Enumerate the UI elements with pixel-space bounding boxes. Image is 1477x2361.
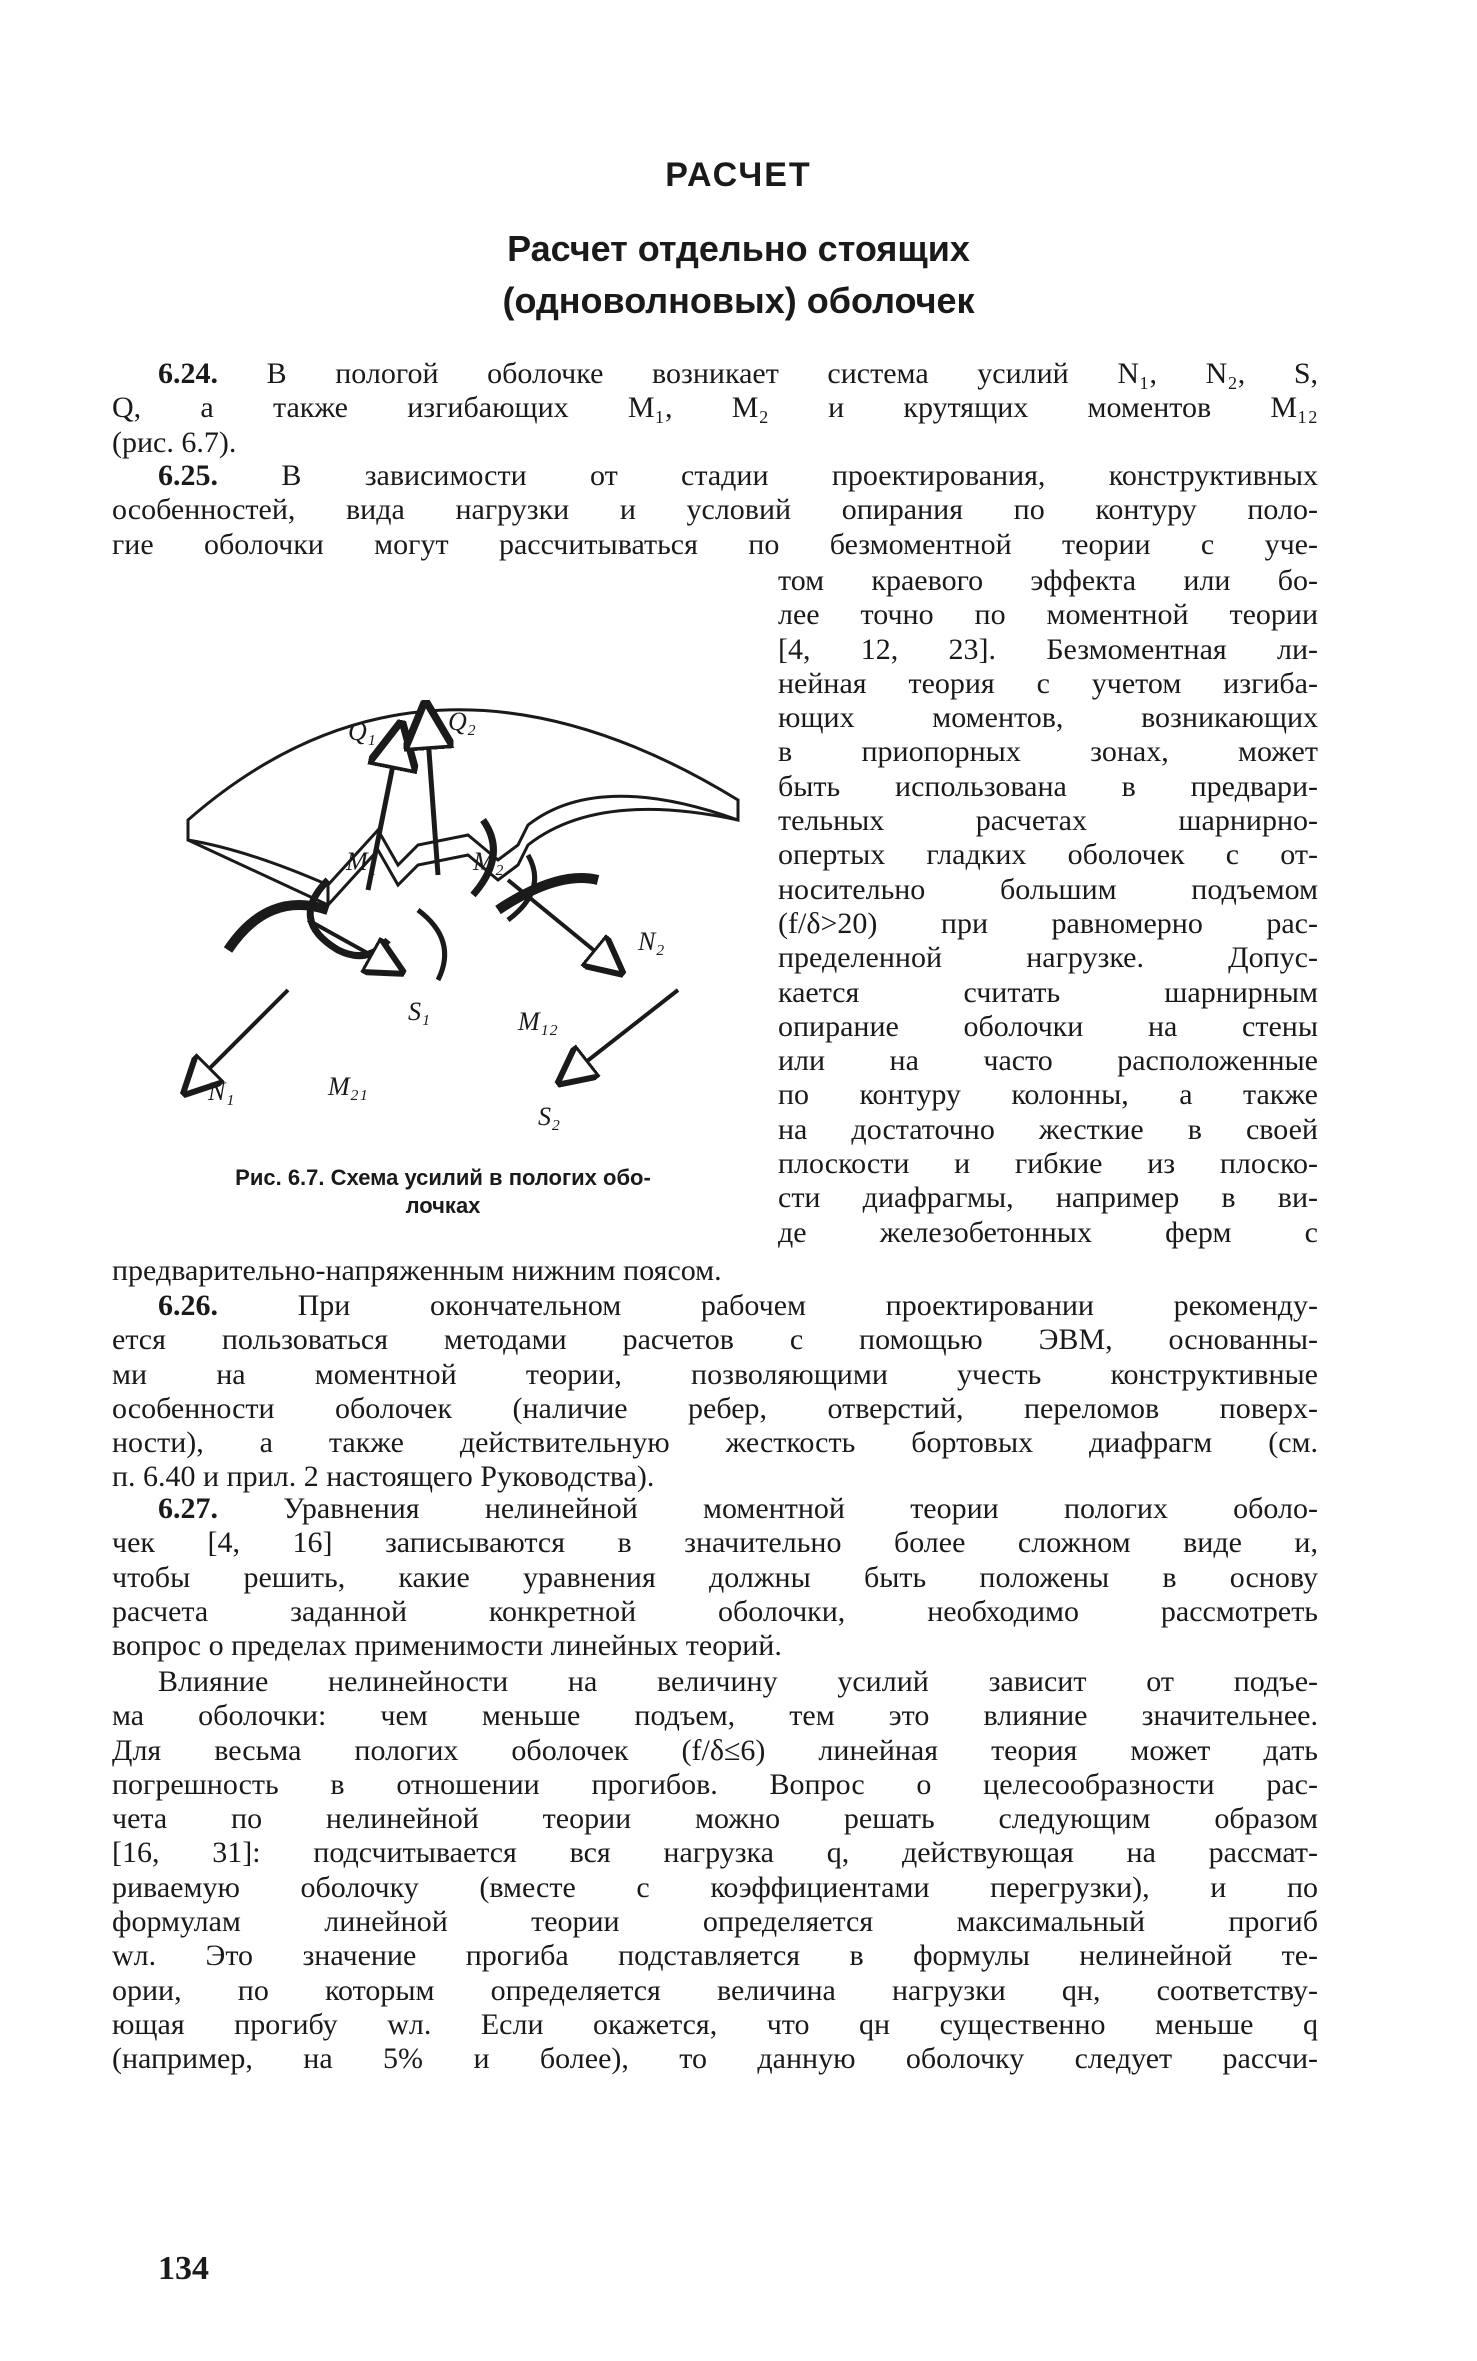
text-line: формулам линейной теории определяется максимальный прогиб [112, 1905, 1318, 1939]
text-line: Для весьма пологих оболочек (f/δ≤6) линейная теория может дать [112, 1733, 1318, 1767]
text-line: (f/δ>20) при равномерно рас- [778, 906, 1318, 940]
text-line: или на часто расположенные [778, 1044, 1318, 1078]
label-m1: M₁ [346, 847, 377, 876]
text-line: носительно большим подъемом [778, 872, 1318, 906]
text-line: (например, на 5% и более), то данную оболочку следует рассчи- [112, 2042, 1318, 2076]
text-line: лее точно по моментной теории [778, 598, 1318, 632]
text-line [158, 459, 1318, 493]
text-line: тельных расчетах шарнирно- [778, 804, 1318, 838]
label-n2: N₂ [638, 927, 665, 956]
text-line: де железобетонных ферм с [778, 1215, 1318, 1249]
label-q1: Q₁ [348, 717, 376, 746]
text-line: wл. Это значение прогиба подставляется в формулы нелинейной те- [112, 1939, 1318, 1973]
text-line: Влияние нелинейности на величину усилий зависит от подъе- [158, 1665, 1318, 1698]
label-q2: Q₂ [448, 707, 476, 736]
text-line: п. 6.40 и прил. 2 настоящего Руководства). [112, 1460, 655, 1494]
text-line: нейная теория с учетом изгиба- [778, 666, 1318, 700]
text-line: ма оболочки: чем меньше подъем, тем это влияние значительнее. [112, 1699, 1318, 1733]
text-line: гие оболочки могут рассчитываться по безмоментной теории с уче- [112, 527, 1318, 561]
text-line: ми на моментной теории, позволяющими учесть конструктивные [112, 1357, 1318, 1391]
label-m2: M₂ [473, 847, 504, 876]
figure-6-7 [168, 620, 758, 1140]
text-line: Q, а также изгибающих M₁, M₂ и крутящих моментов M₁₂ [112, 391, 1318, 425]
text-line: предварительно-напряженным нижним поясом. [112, 1254, 722, 1287]
text-line: вопрос о пределах применимости линейных теорий. [112, 1629, 782, 1663]
shell-slab [188, 710, 738, 905]
paragraph-6-24 [112, 357, 1319, 460]
text-line: ности), а также действительную жесткость бортовых диафрагм (см. [112, 1426, 1318, 1460]
text-line: погрешность в отношении прогибов. Вопрос о целесообразности рас- [112, 1767, 1318, 1801]
text-line [158, 1492, 1318, 1526]
clause-number: 6.27. [158, 1492, 218, 1525]
text-line: чек [4, 16] записываются в значительно более сложном виде и, [112, 1526, 1318, 1560]
text-line: пределенной нагрузке. Допус- [778, 941, 1318, 975]
text-line: опертых гладких оболочек с от- [778, 838, 1318, 872]
text-line: расчета заданной конкретной оболочки, необходимо рассмотреть [112, 1594, 1318, 1628]
paragraph-6-27 [112, 1492, 1318, 1663]
paragraph-nonlinearity [112, 1665, 1318, 2077]
text-line: особенностей, вида нагрузки и условий опирания по контуру поло- [112, 493, 1318, 527]
text-line: быть использована в предвари- [778, 769, 1318, 803]
label-n1: N₁ [208, 1077, 235, 1106]
text-line: [16, 31]: подсчитывается вся нагрузка q, действующая на рассмат- [112, 1836, 1318, 1870]
subtitle-line-1: Расчет отдельно стоящих [507, 228, 970, 269]
page-number: 134 [158, 2250, 209, 2287]
paragraph-6-25-end [112, 1254, 1318, 1288]
text-line: том краевого эффекта или бо- [778, 564, 1318, 597]
force-diagram [168, 620, 758, 1140]
line-text: Уравнения нелинейной моментной теории пологих оболо- [283, 1492, 1318, 1525]
caption-line: Рис. 6.7. Схема усилий в пологих обо- [235, 1165, 651, 1190]
label-m12: M₁₂ [518, 1007, 558, 1036]
caption-line: лочках [405, 1193, 481, 1218]
text-line: на достаточно жесткие в своей [778, 1112, 1318, 1146]
text-line: особенности оболочек (наличие ребер, отверстий, переломов поверх- [112, 1391, 1318, 1425]
text-line: (рис. 6.7). [112, 425, 237, 459]
text-line [158, 1289, 1318, 1323]
text-line: ющих моментов, возникающих [778, 701, 1318, 735]
clause-number: 6.25. [158, 459, 218, 492]
line-text: В пологой оболочке возникает система усилий N₁, N₂, S, [266, 357, 1319, 390]
text-line: [4, 12, 23]. Безмоментная ли- [778, 632, 1318, 666]
text-line: кается считать шарнирным [778, 975, 1318, 1009]
subtitle-line-2: (одноволновых) оболочек [502, 280, 975, 321]
text-line: ющая прогибу wл. Если окажется, что qн существенно меньше q [112, 2007, 1318, 2041]
text-line: сти диафрагмы, например в ви- [778, 1181, 1318, 1215]
label-s2: S₂ [538, 1102, 561, 1131]
text-line: по контуру колонны, а также [778, 1078, 1318, 1112]
paragraph-6-26 [112, 1289, 1318, 1495]
clause-number: 6.24. [158, 357, 218, 390]
text-line [158, 357, 1318, 391]
line-text: В зависимости от стадии проектирования, конструктивных [281, 459, 1318, 492]
text-line: опирание оболочки на стены [778, 1009, 1318, 1043]
text-line: чета по нелинейной теории можно решать следующим образом [112, 1802, 1318, 1836]
clause-number: 6.26. [158, 1289, 218, 1322]
text-line: ории, по которым определяется величина нагрузки qн, соответству- [112, 1973, 1318, 2007]
figure-caption [158, 1164, 728, 1220]
text-line: в приопорных зонах, может [778, 735, 1318, 769]
line-text: При окончательном рабочем проектировании рекоменду- [297, 1289, 1318, 1322]
text-line: риваемую оболочку (вместе с коэффициентами перегрузки), и по [112, 1870, 1318, 1904]
text-line: чтобы решить, какие уравнения должны быть положены в основу [112, 1560, 1318, 1594]
paragraph-6-25-wrapped [778, 564, 1318, 1250]
label-m21: M₂₁ [328, 1072, 368, 1101]
paragraph-6-25 [112, 459, 1318, 562]
text-line: плоскости и гибкие из плоско- [778, 1147, 1318, 1181]
label-s1: S₁ [408, 997, 431, 1026]
section-title: РАСЧЕТ [665, 156, 812, 194]
text-line: ется пользоваться методами расчетов с помощью ЭВМ, основанны- [112, 1323, 1318, 1357]
